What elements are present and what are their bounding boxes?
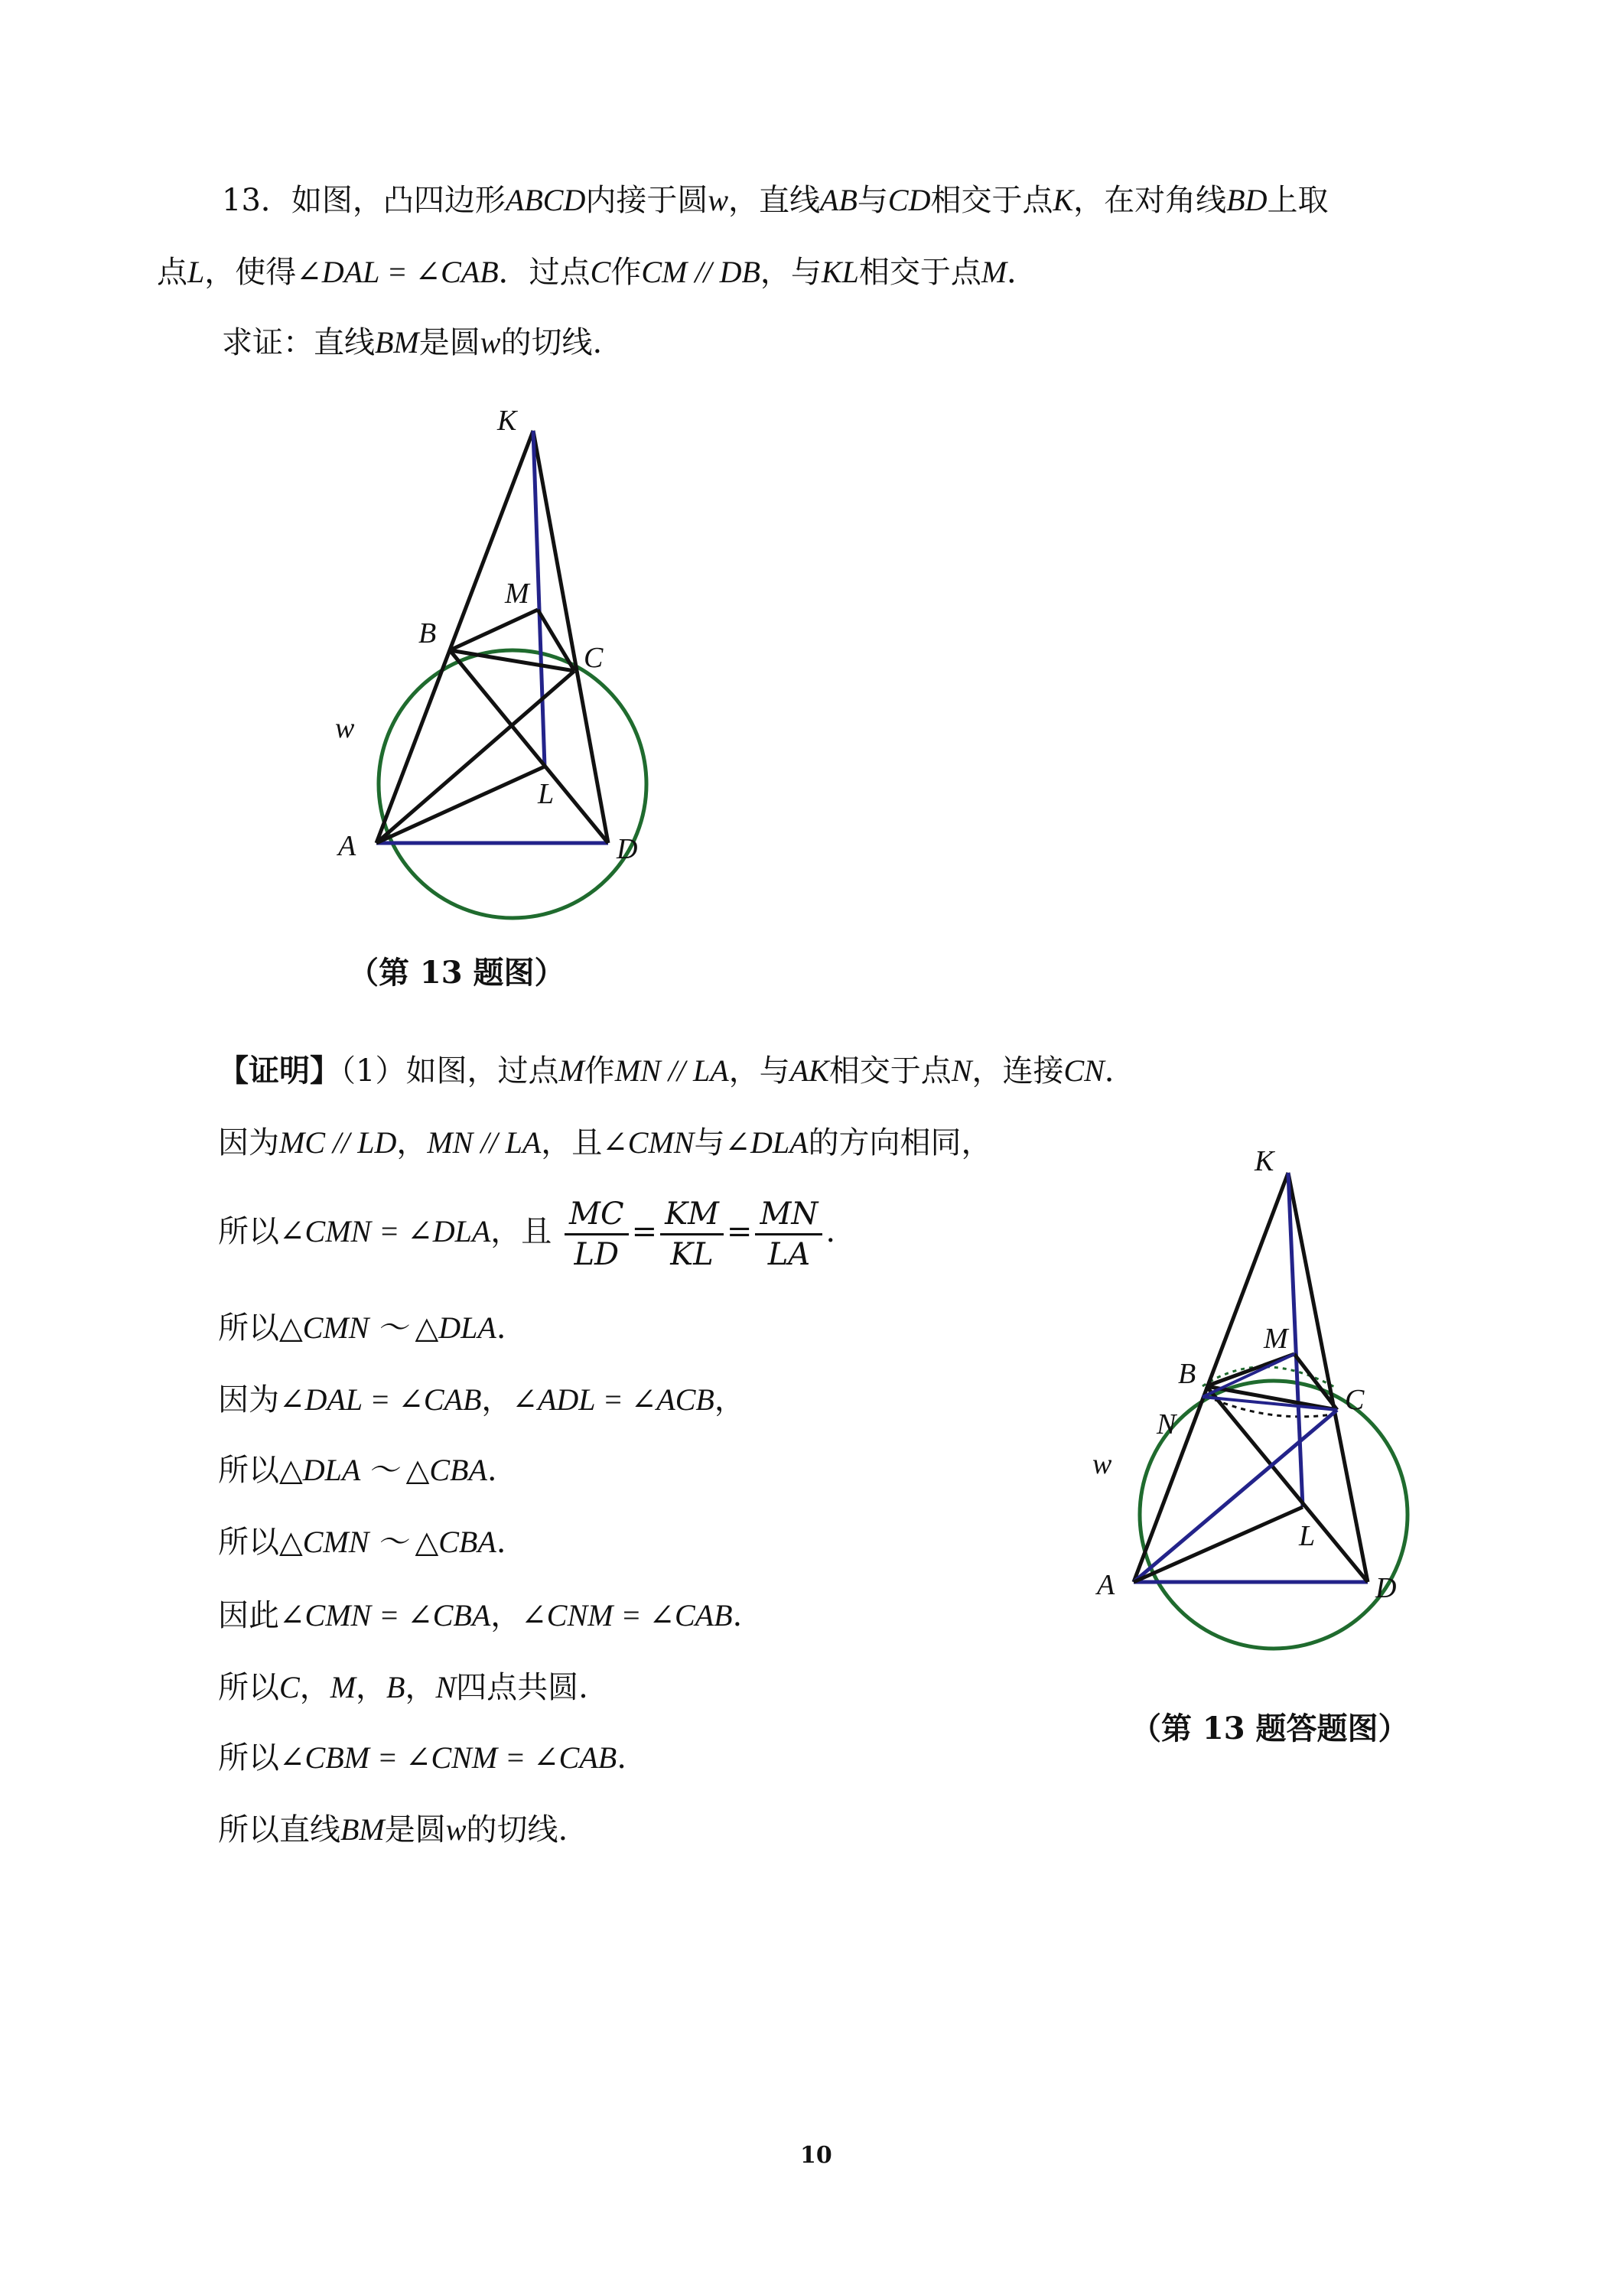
proof-text: 的切线. xyxy=(466,1812,568,1847)
math-expr: ∠CNM = ∠CAB xyxy=(521,1598,733,1633)
proof-text: 所以 xyxy=(218,1310,279,1346)
math-var: KL xyxy=(821,255,859,289)
proof-line-1 xyxy=(218,1050,1135,1092)
math-expr: ∠DAL = ∠CAB xyxy=(296,255,499,289)
proof-text: ， xyxy=(490,1598,522,1633)
label-k: K xyxy=(1255,1145,1274,1177)
math-expr: ∠DLA xyxy=(724,1125,809,1160)
proof-text: 所以直线 xyxy=(218,1812,340,1847)
proof-heading: 【证明】 xyxy=(218,1053,340,1089)
proof-text: ，且 xyxy=(490,1214,552,1249)
problem-text: ，在对角线 xyxy=(1073,183,1227,218)
proof-text: . xyxy=(496,1525,506,1560)
label-n: N xyxy=(1157,1408,1177,1440)
label-w: w xyxy=(335,712,355,744)
problem-text: ． xyxy=(1007,255,1038,290)
proof-text: . xyxy=(487,1453,497,1488)
math-var: w xyxy=(480,325,501,360)
problem-line-3 xyxy=(222,321,602,364)
label-d: D xyxy=(617,833,638,865)
problem-figure-caption: （第 13 题图） xyxy=(348,955,565,991)
problem-line-2 xyxy=(157,251,1037,294)
proof-text: . xyxy=(617,1740,626,1776)
math-var: K xyxy=(1053,183,1074,217)
math-var: CD xyxy=(887,183,931,217)
proof-text: ， xyxy=(396,1125,428,1161)
problem-text: 内接于圆 xyxy=(585,183,708,218)
problem-figure xyxy=(321,398,704,933)
problem-text: ，与 xyxy=(760,255,822,290)
problem-text: 的切线. xyxy=(500,325,603,360)
math-var: B xyxy=(386,1670,405,1704)
fraction-mc-ld: $\frac{MC}{LD}$ xyxy=(565,1198,629,1271)
label-l: L xyxy=(538,778,555,810)
proof-text: ． xyxy=(1104,1053,1135,1089)
proof-text: 所以 xyxy=(218,1525,279,1560)
proof-text: ，与 xyxy=(728,1053,790,1089)
math-var: ABCD xyxy=(505,183,586,217)
math-expr: ∠CBM = ∠CNM = ∠CAB xyxy=(279,1740,617,1775)
equals-sign: = xyxy=(631,1214,658,1249)
math-expr: ∠DAL = ∠CAB xyxy=(279,1382,482,1417)
fraction-mn-la: $\frac{MN}{LA}$ xyxy=(755,1198,822,1271)
math-var: N xyxy=(435,1670,457,1704)
fraction-km-kl: $\frac{KM}{KL}$ xyxy=(660,1198,724,1271)
proof-line-10 xyxy=(218,1737,626,1779)
segment-bc xyxy=(450,650,574,671)
proof-line-4 xyxy=(218,1307,506,1349)
math-var: AB xyxy=(820,183,858,217)
proof-text: 相交于点 xyxy=(828,1053,952,1089)
label-m: M xyxy=(505,578,529,610)
math-expr: ∠CMN = ∠DLA xyxy=(279,1214,491,1248)
problem-text: 相交于点 xyxy=(930,183,1053,218)
math-expr: ∠CMN xyxy=(602,1125,695,1160)
proof-text: ，且 xyxy=(541,1125,603,1161)
circle-w xyxy=(379,650,646,918)
proof-text: . xyxy=(732,1598,743,1633)
problem-text: ，使得 xyxy=(204,255,297,290)
segment-bd xyxy=(450,650,608,843)
proof-text: ， xyxy=(481,1382,513,1418)
proof-text: ， xyxy=(356,1670,387,1705)
label-d: D xyxy=(1375,1572,1397,1604)
math-var: N xyxy=(951,1053,972,1088)
proof-text: 因为 xyxy=(218,1125,279,1161)
label-a: A xyxy=(338,830,356,862)
proof-text: 所以 xyxy=(218,1740,279,1776)
math-var: L xyxy=(187,255,205,289)
problem-text: ．过点 xyxy=(498,255,591,290)
proof-line-6 xyxy=(218,1449,497,1492)
proof-text: ， xyxy=(405,1670,436,1705)
math-expr: ∠CMN = ∠CBA xyxy=(279,1598,491,1633)
problem-line-1 xyxy=(222,179,1329,222)
segment-kl xyxy=(1288,1173,1303,1507)
math-var: C xyxy=(279,1670,300,1704)
math-var: CN xyxy=(1063,1053,1105,1088)
math-expr: ∠ADL = ∠ACB xyxy=(512,1382,714,1417)
label-b: B xyxy=(1178,1358,1196,1390)
label-w: w xyxy=(1092,1448,1112,1480)
math-var: BD xyxy=(1226,183,1268,217)
proof-text: . xyxy=(825,1214,836,1249)
math-var: M xyxy=(558,1053,584,1088)
problem-text: 是圆 xyxy=(418,325,480,360)
problem-text: 上取 xyxy=(1267,183,1329,218)
proof-text: ， xyxy=(714,1382,745,1418)
circle-w xyxy=(1140,1381,1408,1649)
math-expr: △CMN ～ △CBA xyxy=(279,1525,496,1559)
math-expr: △CMN ～ △DLA xyxy=(279,1310,496,1345)
label-k: K xyxy=(497,405,517,437)
math-var: C xyxy=(590,255,611,289)
problem-text: 求证：直线 xyxy=(222,325,375,360)
math-expr: MC // LD xyxy=(279,1125,397,1160)
proof-line-5 xyxy=(218,1379,745,1421)
math-var: BM xyxy=(340,1812,385,1847)
proof-text: ， xyxy=(299,1670,330,1705)
proof-line-2 xyxy=(218,1121,992,1164)
proof-text: . xyxy=(496,1310,506,1346)
proof-line-7 xyxy=(218,1521,506,1564)
math-expr: MN // LA xyxy=(614,1053,729,1088)
problem-text: 作 xyxy=(610,255,642,290)
proof-text: 所以 xyxy=(218,1214,279,1249)
proof-text: 所以 xyxy=(218,1453,279,1488)
proof-text: 因此 xyxy=(218,1598,279,1633)
label-b: B xyxy=(418,617,437,649)
proof-text: 因为 xyxy=(218,1382,279,1418)
proof-text: 作 xyxy=(584,1053,615,1089)
math-var: w xyxy=(445,1812,467,1847)
proof-line-8 xyxy=(218,1594,742,1637)
problem-text: 点 xyxy=(157,255,187,290)
proof-text: ，连接 xyxy=(971,1053,1064,1089)
problem-text: 如图，凸四边形 xyxy=(291,183,506,218)
segment-ak xyxy=(1134,1173,1288,1582)
math-var: AK xyxy=(789,1053,829,1088)
math-expr: MN // LA xyxy=(427,1125,542,1160)
equals-sign: = xyxy=(726,1214,753,1249)
answer-figure-caption: （第 13 题答题图） xyxy=(1131,1711,1409,1746)
math-var: BM xyxy=(375,325,419,360)
proof-text: 的方向相同， xyxy=(808,1125,992,1161)
proof-text: 是圆 xyxy=(384,1812,446,1847)
proof-line-11 xyxy=(218,1808,568,1851)
math-expr: △DLA ～ △CBA xyxy=(279,1453,487,1487)
label-a: A xyxy=(1097,1569,1115,1601)
label-l: L xyxy=(1299,1520,1316,1552)
label-m: M xyxy=(1264,1323,1288,1355)
page-number: 10 xyxy=(800,2142,832,2169)
math-expr: CM // DB xyxy=(641,255,760,289)
math-var: M xyxy=(330,1670,356,1704)
math-var: M xyxy=(981,255,1007,289)
proof-text: （1）如图，过点 xyxy=(340,1053,559,1089)
proof-text: 四点共圆. xyxy=(456,1670,588,1705)
label-c: C xyxy=(584,642,604,674)
problem-number: 13． xyxy=(222,183,291,218)
math-var: w xyxy=(708,183,729,217)
problem-text: ，直线 xyxy=(728,183,821,218)
answer-figure xyxy=(1086,1140,1446,1675)
proof-line-9 xyxy=(218,1666,588,1709)
label-c: C xyxy=(1345,1384,1365,1416)
proof-text: 与 xyxy=(694,1125,725,1161)
problem-text: 相交于点 xyxy=(858,255,981,290)
proof-text: 所以 xyxy=(218,1670,279,1705)
problem-text: 与 xyxy=(857,183,888,218)
proof-line-3 xyxy=(218,1193,835,1271)
